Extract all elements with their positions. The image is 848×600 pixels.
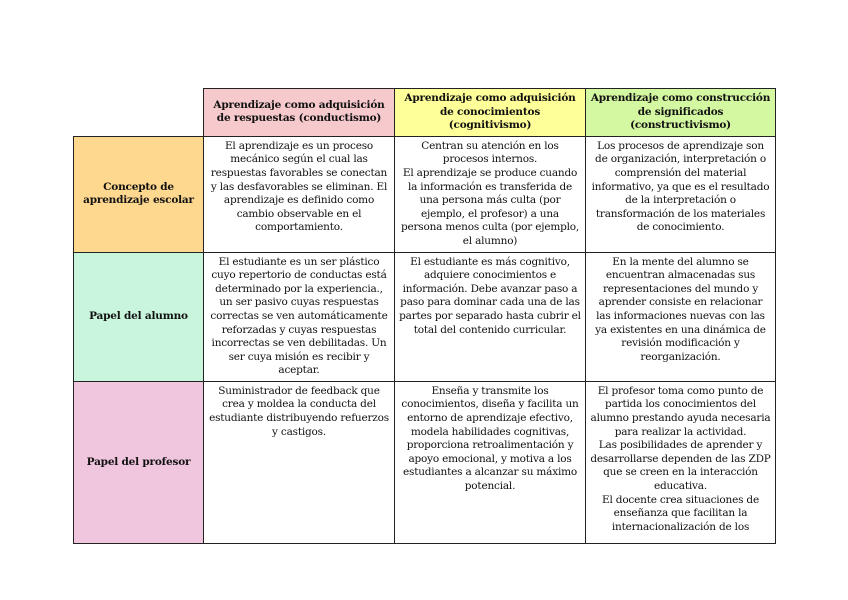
cell-text: Los procesos de aprendizaje son de organización, interpretación o comprensión del material informativo, ya que es el resultado de la interpretación o transformación de los materiales de conocimiento. [591,139,770,234]
header-constructivismo: Aprendizaje como construcción de significados (constructivismo) [586,89,776,137]
comparison-table [73,88,776,544]
row-alumno [74,252,776,381]
row-label-concepto: Concepto de aprendizaje escolar [74,136,204,252]
cell-text: El aprendizaje es un proceso mecánico según el cual las respuestas favorables se conectan y las desfavorables se eliminan. El aprendizaje es definido como cambio observable en el comportamiento. [210,139,388,234]
header-row [74,89,776,137]
cell-text: El estudiante es un ser plástico cuyo repertorio de conductas está determinado por la experiencia., un ser pasivo cuyas respuestas correctas se ven automáticamente reforzadas y cuyas respuestas incorrectas se ven debilitadas. Un ser cuya misión es recibir y aceptar. [210,255,388,377]
cell-text: Centran su atención en los procesos internos. El aprendizaje se produce cuando la información es transferida de una persona más culta (por ejemplo, el profesor) a una persona menos culta (por ejemplo, el alumno) [400,139,580,247]
cell-alumno-constructivismo [586,252,776,381]
cell-text: El profesor toma como punto de partida los conocimientos del alumno prestando ayuda necesaria para realizar la actividad. Las posibilidades de aprender y desarrollarse dependen de las ZDP que se creen en la interacción educativa. El docente crea situaciones de enseñanza que facilitan la internacionalización de los [590,384,771,533]
header-cognitivismo: Aprendizaje como adquisición de conocimientos (cognitivismo) [395,89,586,137]
cell-text: El estudiante es más cognitivo, adquiere conocimientos e información. Debe avanzar paso a paso para dominar cada una de las partes por separado hasta cubrir el total del contenido curricular. [399,255,581,336]
row-label-profesor: Papel del profesor [74,381,204,543]
cell-profesor-conductismo [204,381,395,543]
cell-text: En la mente del alumno se encuentran almacenadas sus representaciones del mundo y aprender consiste en relacionar las informaciones nuevas con las ya existentes en una dinámica de revisión modificación y reorganización. [595,255,766,363]
header-conductismo: Aprendizaje como adquisición de respuestas (conductismo) [204,89,395,137]
cell-alumno-cognitivismo [395,252,586,381]
cell-alumno-conductismo [204,252,395,381]
row-label-alumno: Papel del alumno [74,252,204,381]
cell-text: Enseña y transmite los conocimientos, diseña y facilita un entorno de aprendizaje efectivo, modela habilidades cognitivas, proporciona retroalimentación y apoyo emocional, y motiva a los estudiantes a alcanzar su máximo potencial. [401,384,579,493]
cell-concepto-conductismo [204,136,395,252]
row-profesor [74,381,776,543]
cell-text: Suministrador de feedback que crea y moldea la conducta del estudiante distribuyendo refuerzos y castigos. [209,384,389,438]
cell-concepto-cognitivismo [395,136,586,252]
corner-cell [74,89,204,137]
cell-concepto-constructivismo [586,136,776,252]
cell-profesor-constructivismo [586,381,776,543]
row-concepto [74,136,776,252]
cell-profesor-cognitivismo [395,381,586,543]
